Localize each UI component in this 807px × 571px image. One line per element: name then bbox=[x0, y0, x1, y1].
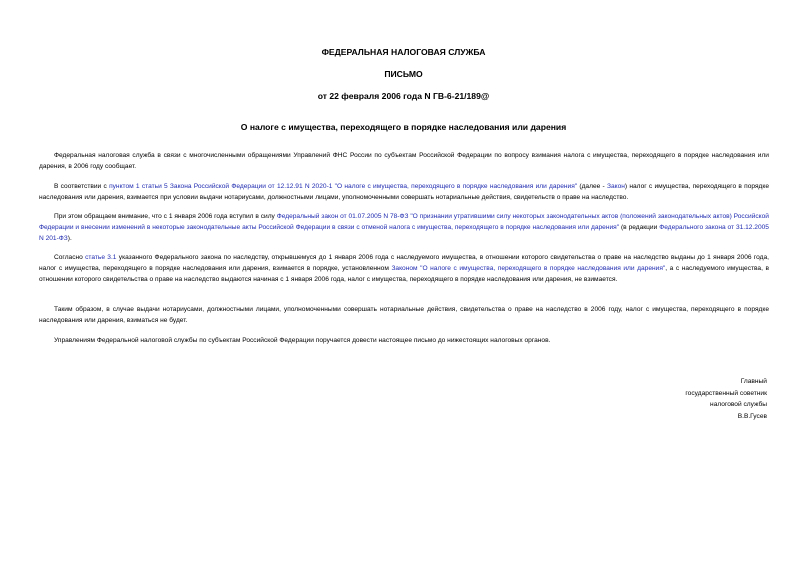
signature-title-line-2: государственный советник bbox=[685, 389, 767, 397]
paragraph-4-part-2: указанного Федерального закона по наследству, открывшемуся до 1 января 2006 года с наследуемого имущества, в отношении которого свидетельства о праве на наследство выданы до 1 января 2006 года, налог с имущества, переходящего в порядке наследования или дарения, взимается в порядке, установленном bbox=[39, 254, 769, 272]
law-short-link[interactable]: Закон bbox=[606, 183, 625, 190]
paragraph-4-part-1: Согласно bbox=[54, 254, 86, 261]
paragraph-3-text bbox=[39, 212, 769, 244]
paragraph-4-text bbox=[39, 253, 769, 285]
paragraph-2-text bbox=[39, 182, 769, 204]
signature-block bbox=[685, 376, 767, 422]
paragraph-2-part-1: В соответствии с bbox=[54, 183, 110, 190]
signature-title-line-1: Главный bbox=[740, 378, 767, 385]
paragraph-3-part-2: (в редакции bbox=[619, 223, 660, 231]
federal-law-201-fz-link[interactable]: Федерального закона от 31.12.2005 N 201-ФЗ bbox=[39, 223, 769, 242]
document-type: ПИСЬМО bbox=[384, 69, 423, 79]
law-2020-1-link[interactable]: пунктом 1 статьи 5 Закона Российской Федерации от 12.12.91 N 2020-1 "О налоге с имущества, переходящего в порядке наследования или дарения" bbox=[109, 183, 578, 190]
signatory-name: В.В.Гусев bbox=[737, 412, 767, 420]
document-subject: О налоге с имущества, переходящего в порядке наследования или дарения bbox=[240, 122, 567, 132]
paragraph-6-text: Управлениям Федеральной налоговой службы по субъектам Российской Федерации поручается довести настоящее письмо до нижестоящих налоговых органов. bbox=[54, 337, 551, 344]
article-3-1-link[interactable]: статье 3.1 bbox=[85, 254, 117, 261]
paragraph-3-part-3: ). bbox=[67, 234, 72, 242]
paragraph-5-text: Таким образом, в случае выдачи нотариусами, должностными лицами, уполномоченными совершать нотариальные действия, свидетельства о праве на наследство в 2006 году, налог с имущества, переходящего в порядке наследования или дарения, взиматься не будет. bbox=[39, 306, 769, 324]
paragraph-1-text: Федеральная налоговая служба в связи с многочисленными обращениями Управлений ФНС России по субъектам Российской Федерации по вопросу взимания налога с имущества, переходящего в порядке наследования или дарения, в 2006 году сообщает. bbox=[39, 152, 769, 170]
paragraph-2 bbox=[39, 182, 769, 204]
paragraph-5 bbox=[39, 305, 769, 327]
paragraph-6 bbox=[39, 336, 769, 347]
agency-title: ФЕДЕРАЛЬНАЯ НАЛОГОВАЯ СЛУЖБА bbox=[321, 47, 486, 57]
paragraph-4-part-3: , а с наследуемого имущества, в отношении которого свидетельства о праве на наследство выдаются начиная с 1 января 2006 года, налог с имущества, переходящего в порядке наследования или дарения, не взимается. bbox=[39, 264, 769, 283]
paragraph-2-part-2: (далее - bbox=[577, 183, 607, 190]
paragraph-1 bbox=[39, 151, 769, 173]
paragraph-3-part-1: При этом обращаем внимание, что с 1 января 2006 года вступил в силу bbox=[54, 213, 277, 220]
signature-title-line-3: налоговой службы bbox=[710, 401, 767, 408]
document-reference: от 22 февраля 2006 года N ГВ-6-21/189@ bbox=[317, 91, 490, 101]
inheritance-tax-law-link[interactable]: Законом "О налоге с имущества, переходящего в порядке наследования или дарения" bbox=[391, 264, 666, 272]
federal-law-78-fz-link[interactable]: Федеральный закон от 01.07.2005 N 78-ФЗ "О признании утратившими силу некоторых законодательных актов (положений законодательных актов) Российской Федерации и внесении изменений в некоторые законодательные акты Российской Федерации в связи с отменой налога с имущества, переходящего в порядке наследования или дарения" bbox=[39, 213, 769, 231]
paragraph-3 bbox=[39, 212, 769, 244]
paragraph-2-part-3: ) налог с имущества, переходящего в порядке наследования или дарения, взимается при условии выдачи нотариусами, должностными лицами, уполномоченными совершать нотариальные действия, свидетельств о праве на наследство. bbox=[39, 183, 769, 201]
paragraph-4 bbox=[39, 253, 769, 285]
